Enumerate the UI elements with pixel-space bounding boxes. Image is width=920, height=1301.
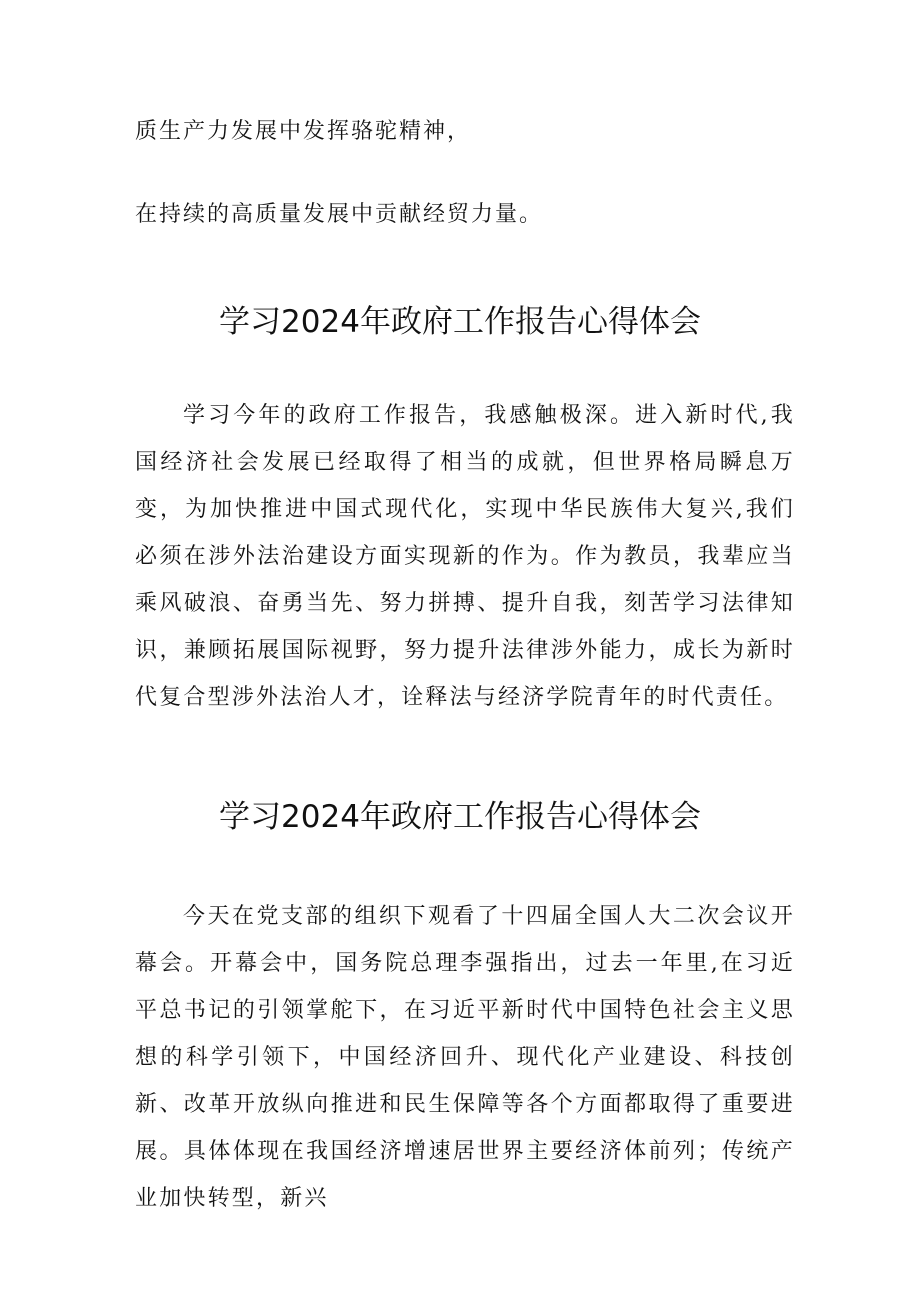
- section-1-title: 学习2024年政府工作报告心得体会: [219, 304, 701, 340]
- section-1-body: 学习今年的政府工作报告，我感触极深。进入新时代,我国经济社会发展已经取得了相当的成就，但世界格局瞬息万变，为加快推进中国式现代化，实现中华民族伟大复兴,我们必须在涉外法治建设方面实现新的作为。作为教员，我辈应当乘风破浪、奋勇当先、努力拼搏、提升自我，刻苦学习法律知识，兼顾拓展国际视野，努力提升法律涉外能力，成长为新时代复合型涉外法治人才，诠释法与经济学院青年的时代责任。: [135, 403, 795, 710]
- lead-line-2: 在持续的高质量发展中贡献经贸力量。: [135, 202, 544, 227]
- section-2-title: 学习2024年政府工作报告心得体会: [219, 799, 701, 835]
- lead-line-1: 质生产力发展中发挥骆驼精神，: [135, 119, 472, 144]
- section-2-body: 今天在党支部的组织下观看了十四届全国人大二次会议开幕会。开幕会中，国务院总理李强指出，过去一年里,在习近平总书记的引领掌舵下，在习近平新时代中国特色社会主义思想的科学引领下，中国经济回升、现代化产业建设、科技创新、改革开放纵向推进和民生保障等各个方面都取得了重要进展。具体体现在我国经济增速居世界主要经济体前列；传统产业加快转型，新兴: [135, 904, 795, 1211]
